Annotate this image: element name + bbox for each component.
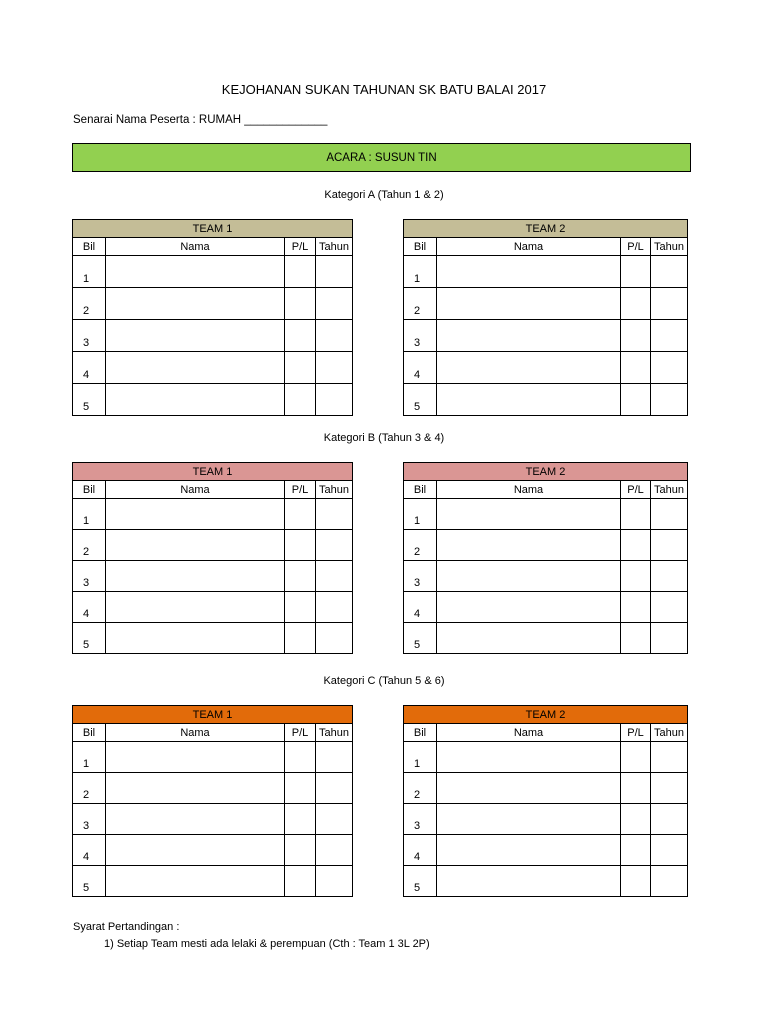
cell-tahun[interactable]: [651, 866, 688, 897]
cell-nama[interactable]: [106, 561, 285, 592]
cell-pl[interactable]: [285, 288, 316, 320]
cell-tahun[interactable]: [651, 804, 688, 835]
cell-tahun[interactable]: [316, 835, 353, 866]
cell-nama[interactable]: [106, 384, 285, 416]
column-header-pl: P/L: [285, 238, 316, 256]
table-row: [404, 384, 688, 416]
column-header-nama: Nama: [106, 238, 285, 256]
team-table: [72, 219, 353, 416]
column-header-nama: Nama: [106, 481, 285, 499]
cell-pl[interactable]: [285, 804, 316, 835]
row-number: 5: [73, 384, 106, 416]
cell-tahun[interactable]: [316, 866, 353, 897]
table-row: [404, 742, 688, 773]
cell-nama[interactable]: [437, 530, 621, 561]
cell-tahun[interactable]: [316, 773, 353, 804]
cell-tahun[interactable]: [651, 835, 688, 866]
cell-tahun[interactable]: [316, 320, 353, 352]
cell-tahun[interactable]: [651, 352, 688, 384]
cell-tahun[interactable]: [651, 384, 688, 416]
table-row: [73, 623, 353, 654]
column-header-bil: Bil: [404, 238, 437, 256]
team-header: TEAM 1: [73, 463, 353, 481]
row-number: 1: [73, 499, 106, 530]
cell-pl[interactable]: [621, 352, 651, 384]
team-header: TEAM 2: [404, 706, 688, 724]
column-header-pl: P/L: [621, 724, 651, 742]
cell-nama[interactable]: [437, 499, 621, 530]
table-row: [73, 320, 353, 352]
cell-tahun[interactable]: [316, 530, 353, 561]
cell-pl[interactable]: [621, 804, 651, 835]
cell-nama[interactable]: [437, 742, 621, 773]
column-header-pl: P/L: [285, 481, 316, 499]
cell-nama[interactable]: [106, 804, 285, 835]
table-row: [73, 866, 353, 897]
cell-pl[interactable]: [621, 499, 651, 530]
row-number: 3: [73, 804, 106, 835]
cell-pl[interactable]: [285, 592, 316, 623]
table-row: [73, 742, 353, 773]
column-header-nama: Nama: [437, 238, 621, 256]
cell-nama[interactable]: [437, 288, 621, 320]
cell-tahun[interactable]: [651, 499, 688, 530]
cell-pl[interactable]: [621, 592, 651, 623]
table-row: [73, 592, 353, 623]
cell-pl[interactable]: [285, 773, 316, 804]
cell-tahun[interactable]: [651, 592, 688, 623]
rule-item: 1) Setiap Team mesti ada lelaki & perempuan (Cth : Team 1 3L 2P): [104, 938, 430, 950]
cell-pl[interactable]: [285, 623, 316, 654]
row-number: 2: [404, 530, 437, 561]
table-row: [404, 623, 688, 654]
cell-nama[interactable]: [106, 352, 285, 384]
team-table: [72, 462, 353, 654]
cell-nama[interactable]: [437, 561, 621, 592]
cell-nama[interactable]: [437, 623, 621, 654]
column-header-tahun: Tahun: [651, 238, 688, 256]
table-row: [404, 561, 688, 592]
table-row: [73, 288, 353, 320]
row-number: 3: [73, 561, 106, 592]
cell-pl[interactable]: [285, 352, 316, 384]
row-number: 1: [404, 742, 437, 773]
table-row: [404, 320, 688, 352]
table-row: [404, 773, 688, 804]
table-row: [404, 835, 688, 866]
cell-pl[interactable]: [621, 530, 651, 561]
cell-pl[interactable]: [285, 256, 316, 288]
table-row: [404, 352, 688, 384]
column-header-bil: Bil: [73, 481, 106, 499]
participant-list-label: Senarai Nama Peserta : RUMAH _____________: [73, 114, 328, 126]
table-row: [404, 866, 688, 897]
row-number: 5: [73, 623, 106, 654]
column-header-nama: Nama: [437, 481, 621, 499]
row-number: 1: [404, 499, 437, 530]
table-row: [73, 804, 353, 835]
cell-tahun[interactable]: [651, 256, 688, 288]
row-number: 5: [404, 384, 437, 416]
cell-nama[interactable]: [437, 804, 621, 835]
column-header-bil: Bil: [73, 724, 106, 742]
cell-tahun[interactable]: [651, 623, 688, 654]
row-number: 2: [404, 288, 437, 320]
table-row: [73, 530, 353, 561]
column-header-tahun: Tahun: [316, 724, 353, 742]
cell-nama[interactable]: [106, 623, 285, 654]
team-table: [403, 219, 688, 416]
row-number: 3: [404, 561, 437, 592]
cell-nama[interactable]: [437, 384, 621, 416]
team-header: TEAM 2: [404, 220, 688, 238]
row-number: 3: [404, 804, 437, 835]
cell-tahun[interactable]: [316, 352, 353, 384]
category-label: Kategori A (Tahun 1 & 2): [324, 189, 444, 201]
cell-pl[interactable]: [285, 384, 316, 416]
cell-pl[interactable]: [285, 835, 316, 866]
cell-tahun[interactable]: [316, 384, 353, 416]
cell-nama[interactable]: [106, 288, 285, 320]
team-header: TEAM 1: [73, 220, 353, 238]
table-row: [404, 804, 688, 835]
column-header-bil: Bil: [73, 238, 106, 256]
row-number: 2: [73, 530, 106, 561]
cell-tahun[interactable]: [316, 804, 353, 835]
table-row: [404, 499, 688, 530]
row-number: 5: [73, 866, 106, 897]
column-header-pl: P/L: [285, 724, 316, 742]
cell-tahun[interactable]: [316, 499, 353, 530]
table-row: [73, 835, 353, 866]
team-table: [72, 705, 353, 897]
event-banner-label: ACARA : SUSUN TIN: [326, 151, 437, 164]
table-row: [73, 773, 353, 804]
cell-nama[interactable]: [437, 866, 621, 897]
row-number: 2: [73, 288, 106, 320]
column-header-nama: Nama: [437, 724, 621, 742]
cell-tahun[interactable]: [651, 530, 688, 561]
table-row: [404, 530, 688, 561]
cell-nama[interactable]: [437, 352, 621, 384]
row-number: 1: [73, 256, 106, 288]
cell-pl[interactable]: [621, 561, 651, 592]
team-table: [403, 705, 688, 897]
row-number: 4: [73, 835, 106, 866]
cell-pl[interactable]: [621, 320, 651, 352]
cell-nama[interactable]: [106, 499, 285, 530]
cell-tahun[interactable]: [651, 320, 688, 352]
cell-nama[interactable]: [437, 320, 621, 352]
cell-nama[interactable]: [106, 835, 285, 866]
cell-pl[interactable]: [621, 623, 651, 654]
cell-nama[interactable]: [106, 530, 285, 561]
category-label: Kategori C (Tahun 5 & 6): [323, 675, 445, 687]
table-row: [404, 592, 688, 623]
row-number: 1: [73, 742, 106, 773]
cell-nama[interactable]: [106, 773, 285, 804]
rules-heading: Syarat Pertandingan :: [73, 921, 180, 933]
cell-pl[interactable]: [621, 835, 651, 866]
event-banner: [72, 143, 691, 172]
table-row: [73, 384, 353, 416]
column-header-bil: Bil: [404, 724, 437, 742]
cell-nama[interactable]: [106, 592, 285, 623]
row-number: 4: [73, 352, 106, 384]
cell-nama[interactable]: [106, 866, 285, 897]
cell-pl[interactable]: [285, 742, 316, 773]
cell-nama[interactable]: [437, 592, 621, 623]
table-row: [404, 256, 688, 288]
cell-nama[interactable]: [106, 742, 285, 773]
cell-tahun[interactable]: [651, 288, 688, 320]
cell-tahun[interactable]: [316, 623, 353, 654]
cell-nama[interactable]: [437, 835, 621, 866]
column-header-nama: Nama: [106, 724, 285, 742]
cell-pl[interactable]: [285, 530, 316, 561]
cell-pl[interactable]: [285, 866, 316, 897]
team-header: TEAM 2: [404, 463, 688, 481]
cell-nama[interactable]: [106, 320, 285, 352]
table-row: [73, 561, 353, 592]
row-number: 3: [404, 320, 437, 352]
cell-tahun[interactable]: [316, 288, 353, 320]
cell-pl[interactable]: [621, 866, 651, 897]
row-number: 4: [73, 592, 106, 623]
team-header: TEAM 1: [73, 706, 353, 724]
column-header-pl: P/L: [621, 238, 651, 256]
team-table: [403, 462, 688, 654]
table-row: [73, 352, 353, 384]
row-number: 4: [404, 835, 437, 866]
row-number: 4: [404, 352, 437, 384]
column-header-tahun: Tahun: [651, 481, 688, 499]
cell-nama[interactable]: [437, 256, 621, 288]
row-number: 5: [404, 866, 437, 897]
row-number: 5: [404, 623, 437, 654]
cell-tahun[interactable]: [651, 742, 688, 773]
cell-tahun[interactable]: [316, 256, 353, 288]
column-header-tahun: Tahun: [651, 724, 688, 742]
cell-tahun[interactable]: [651, 561, 688, 592]
cell-tahun[interactable]: [316, 742, 353, 773]
cell-pl[interactable]: [285, 320, 316, 352]
cell-tahun[interactable]: [651, 773, 688, 804]
row-number: 2: [73, 773, 106, 804]
cell-pl[interactable]: [621, 773, 651, 804]
cell-tahun[interactable]: [316, 592, 353, 623]
cell-pl[interactable]: [621, 256, 651, 288]
category-label: Kategori B (Tahun 3 & 4): [323, 432, 445, 444]
cell-pl[interactable]: [621, 384, 651, 416]
table-row: [73, 256, 353, 288]
table-row: [404, 288, 688, 320]
column-header-tahun: Tahun: [316, 481, 353, 499]
cell-tahun[interactable]: [316, 561, 353, 592]
cell-nama[interactable]: [106, 256, 285, 288]
column-header-pl: P/L: [621, 481, 651, 499]
cell-nama[interactable]: [437, 773, 621, 804]
cell-pl[interactable]: [621, 742, 651, 773]
cell-pl[interactable]: [285, 561, 316, 592]
cell-pl[interactable]: [285, 499, 316, 530]
competition-rules: [73, 919, 430, 953]
row-number: 2: [404, 773, 437, 804]
column-header-bil: Bil: [404, 481, 437, 499]
row-number: 1: [404, 256, 437, 288]
document-title: KEJOHANAN SUKAN TAHUNAN SK BATU BALAI 2017: [221, 82, 547, 97]
row-number: 3: [73, 320, 106, 352]
table-row: [73, 499, 353, 530]
cell-pl[interactable]: [621, 288, 651, 320]
row-number: 4: [404, 592, 437, 623]
column-header-tahun: Tahun: [316, 238, 353, 256]
